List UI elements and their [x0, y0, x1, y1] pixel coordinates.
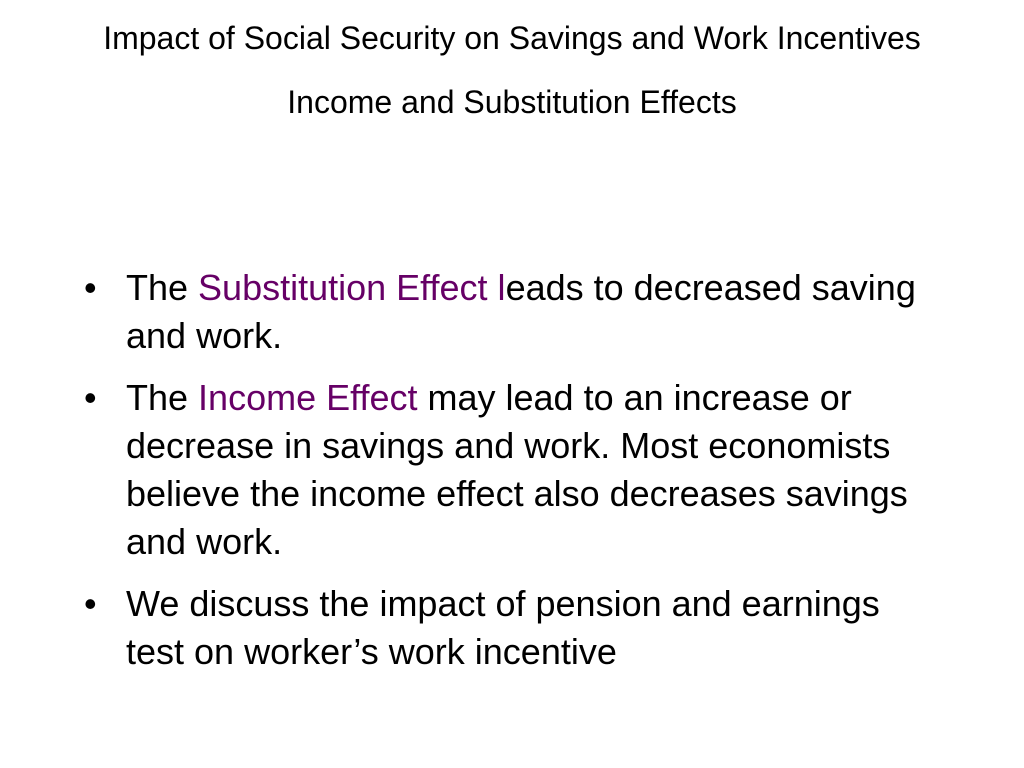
- bullet-item-income-effect: [84, 374, 944, 566]
- bullet-prefix: The: [126, 377, 199, 418]
- bullet-item-pension-earnings-test: [84, 580, 944, 676]
- highlighted-term: Substitution Effect l: [198, 267, 506, 308]
- bullet-icon: •: [84, 583, 97, 624]
- bullet-list: [84, 264, 944, 690]
- slide-subtitle: Income and Substitution Effects: [287, 84, 737, 120]
- bullet-prefix: The: [126, 267, 199, 308]
- bullet-suffix: may lead to an increase or decrease in savings and work. Most economists believe the income effect also decreases savings and work.: [126, 377, 908, 562]
- highlighted-term: Income Effect: [198, 377, 418, 418]
- title-block: [100, 14, 924, 153]
- bullet-icon: •: [84, 377, 97, 418]
- bullet-item-substitution-effect: [84, 264, 944, 360]
- slide-title: Impact of Social Security on Savings and Work Incentives: [103, 20, 921, 56]
- bullet-text: We discuss the impact of pension and earnings test on worker’s work incentive: [126, 583, 880, 672]
- bullet-icon: •: [84, 267, 97, 308]
- bullet-suffix: eads to decreased saving and work.: [126, 267, 916, 356]
